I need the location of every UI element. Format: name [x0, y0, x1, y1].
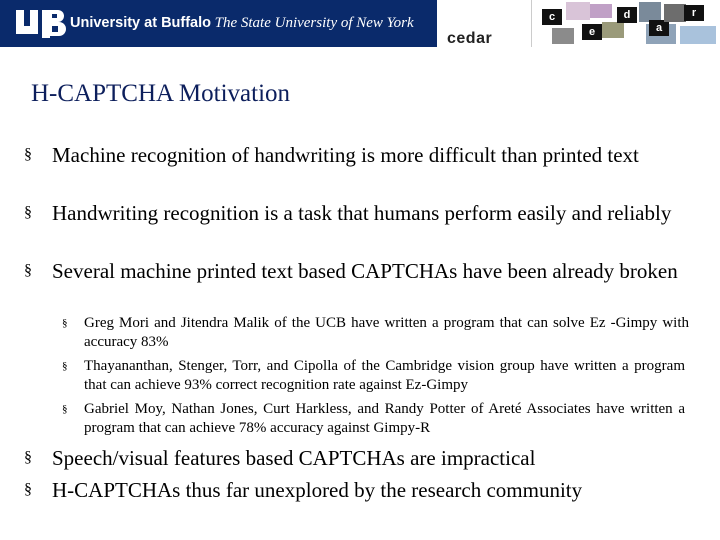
bullet-marker: §	[24, 204, 32, 221]
list-item	[62, 357, 685, 395]
ub-banner	[0, 0, 437, 47]
list-item	[24, 258, 686, 284]
collage-letter-a: a	[649, 20, 669, 36]
list-item	[62, 400, 685, 438]
list-item	[24, 142, 686, 168]
banner-text	[70, 13, 414, 33]
bullet-marker: §	[62, 403, 68, 415]
bullet-text: Several machine printed text based CAPTCHAs have been already broken	[52, 259, 678, 283]
cedar-image-collage	[531, 0, 720, 47]
collage-photo	[552, 28, 574, 44]
sub-bullet-text: Greg Mori and Jitendra Malik of the UCB have written a program that can solve Ez -Gimpy with accuracy 83%	[84, 315, 689, 350]
collage-photo	[680, 26, 716, 44]
bullet-marker: §	[24, 481, 32, 498]
suny-name: The State University of New York	[214, 15, 414, 31]
bullet-marker: §	[24, 449, 32, 466]
list-item	[24, 477, 704, 503]
bullet-text: Machine recognition of handwriting is more difficult than printed text	[52, 143, 639, 167]
sub-bullet-text: Gabriel Moy, Nathan Jones, Curt Harkless, and Randy Potter of Areté Associates have written a program that can achieve 78% accuracy against Gimpy-R	[84, 401, 685, 436]
bullet-text: Handwriting recognition is a task that humans perform easily and reliably	[52, 201, 672, 225]
collage-photo	[664, 4, 686, 22]
list-item	[62, 314, 689, 352]
bullet-text: H-CAPTCHAs thus far unexplored by the research community	[52, 478, 583, 502]
collage-photo	[566, 2, 590, 20]
bullet-marker: §	[24, 146, 32, 163]
bullet-marker: §	[62, 317, 68, 329]
slide-title: H-CAPTCHA Motivation	[31, 80, 291, 107]
sub-bullet-text: Thayananthan, Stenger, Torr, and Cipolla of the Cambridge vision group have written a program that can achieve 93% correct recognition rate against Ez-Gimpy	[84, 358, 685, 393]
collage-letter-r: r	[684, 5, 704, 21]
collage-letter-e: e	[582, 24, 602, 40]
cedar-label: cedar	[447, 30, 493, 47]
bullet-text: Speech/visual features based CAPTCHAs are impractical	[52, 446, 536, 470]
bullet-marker: §	[62, 360, 68, 372]
collage-photo	[590, 4, 612, 18]
collage-photo	[602, 22, 624, 38]
ub-logo-icon	[14, 8, 66, 40]
university-name: University at Buffalo	[70, 15, 211, 31]
bullet-marker: §	[24, 262, 32, 279]
collage-photo	[639, 2, 661, 22]
list-item	[24, 445, 704, 471]
list-item	[24, 200, 686, 226]
collage-letter-d: d	[617, 7, 637, 23]
collage-letter-c: c	[542, 9, 562, 25]
